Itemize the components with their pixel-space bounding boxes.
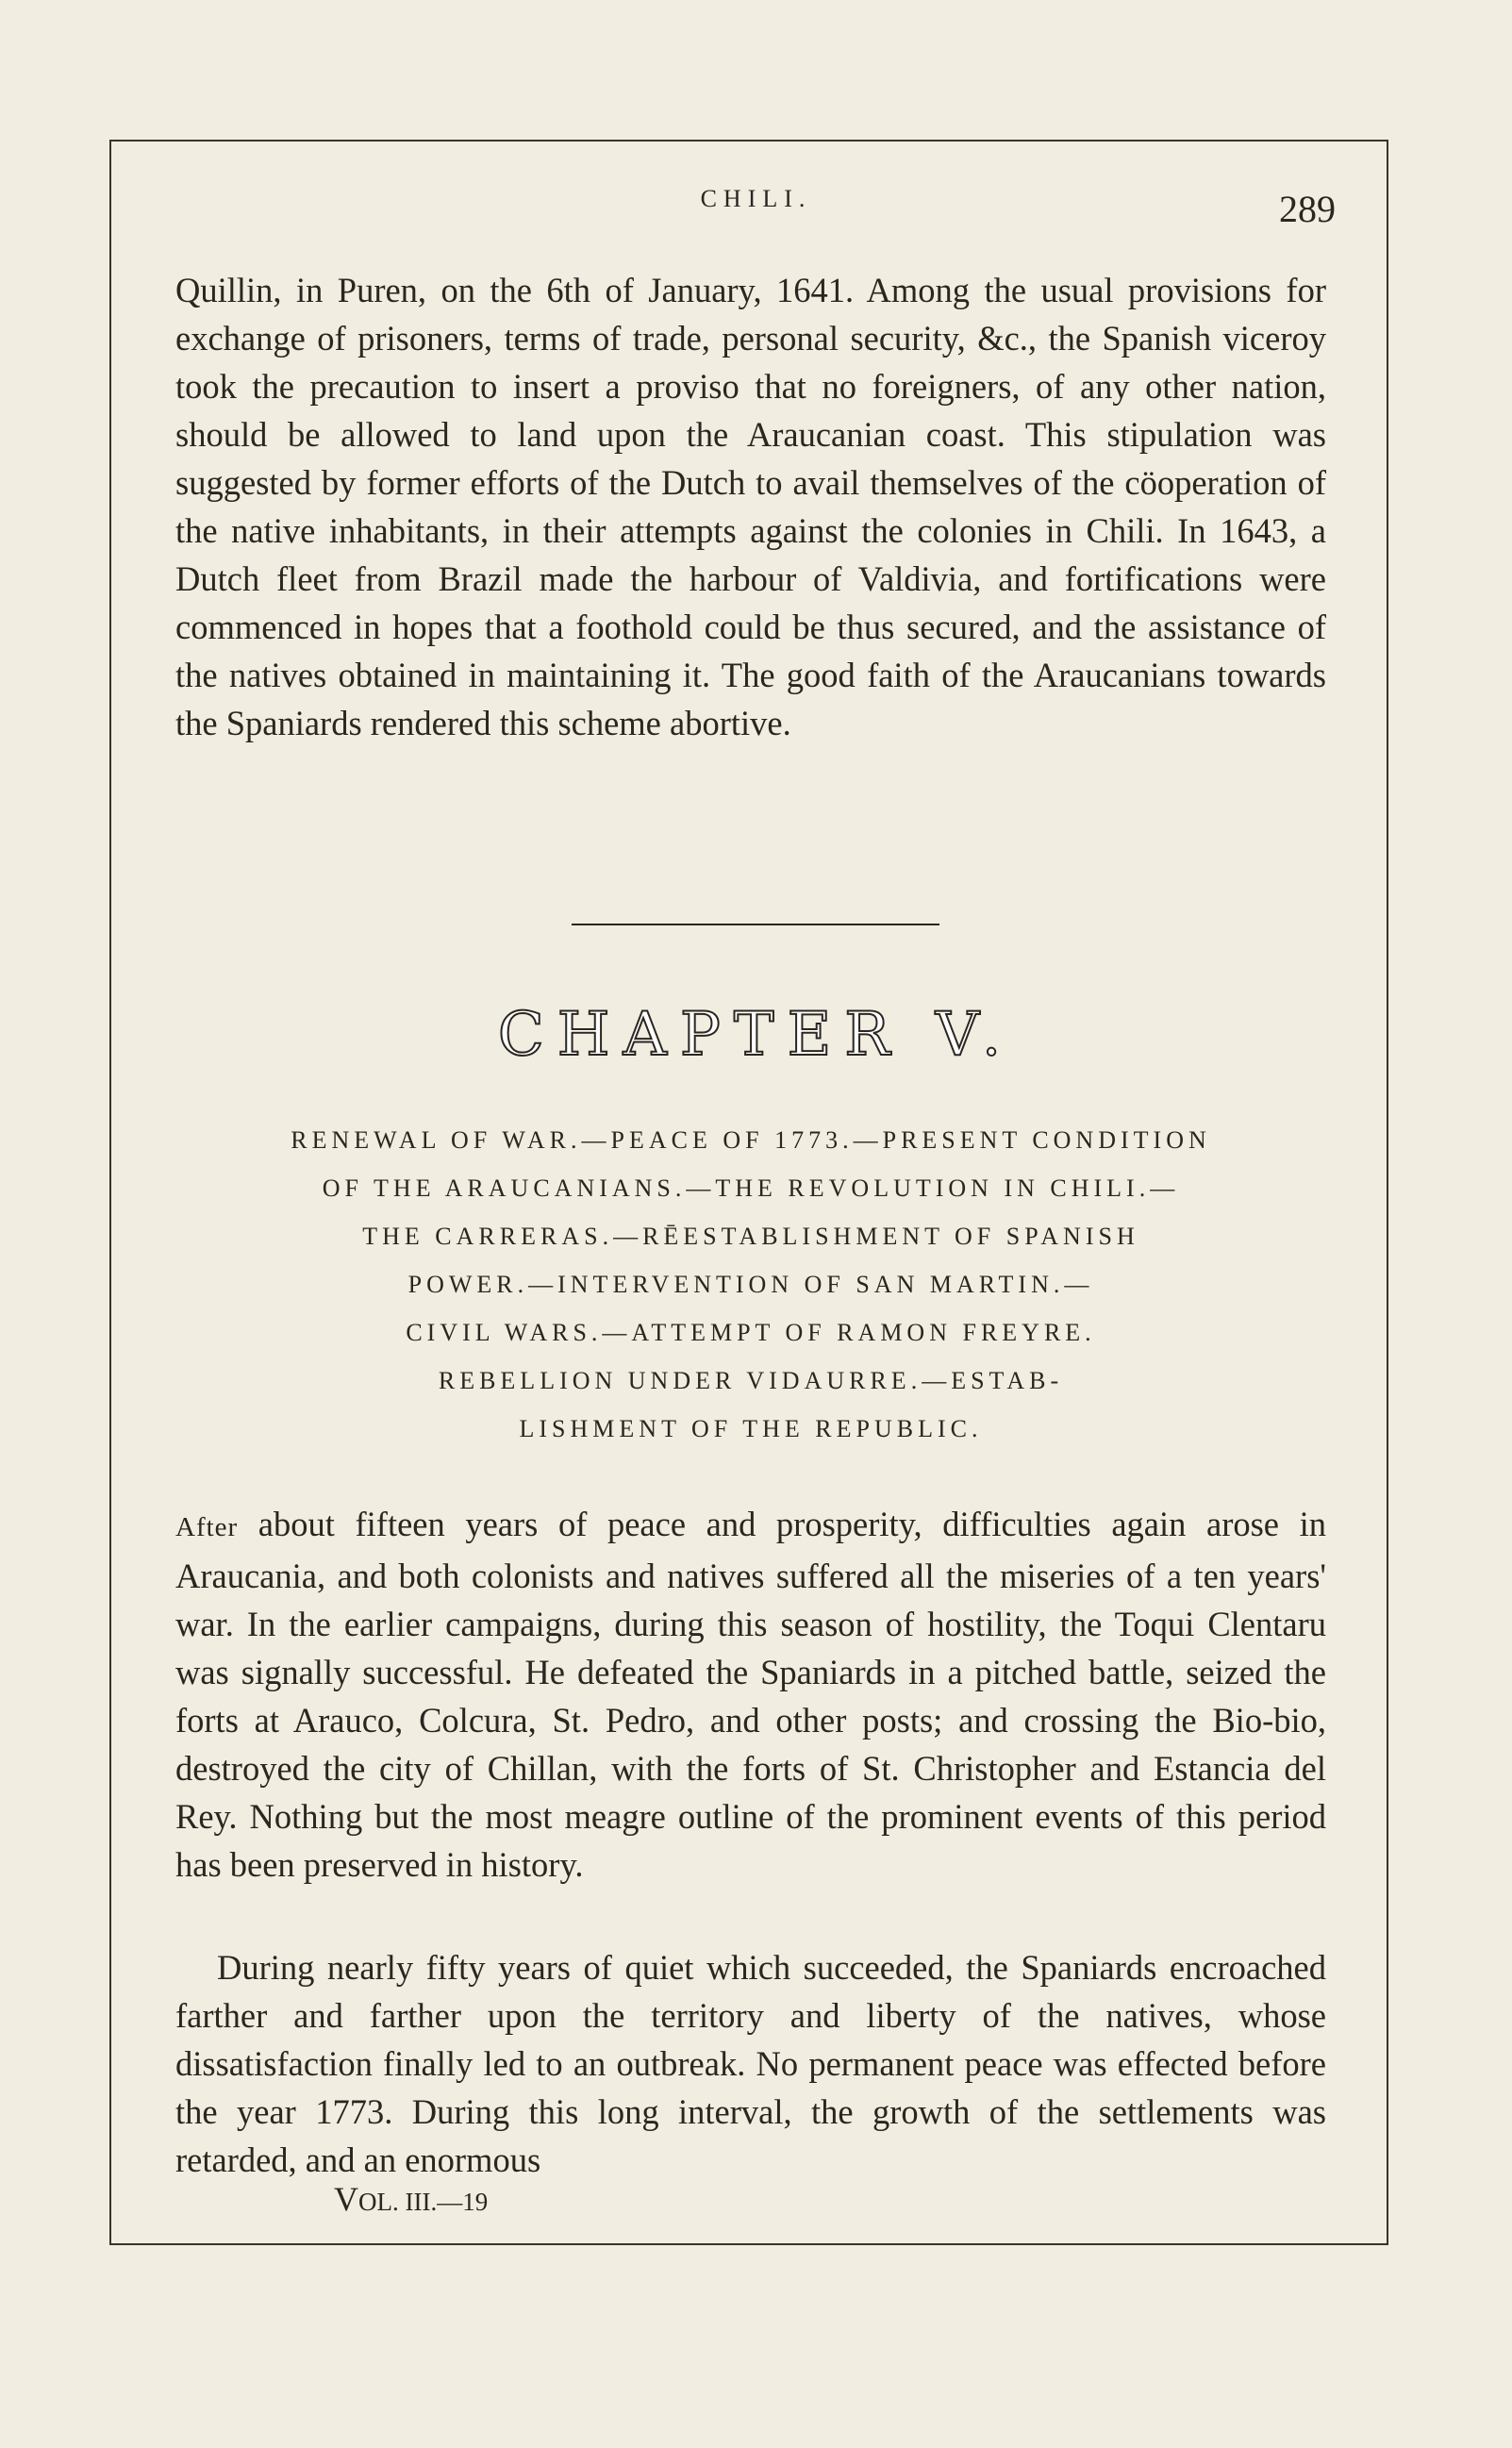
paragraph-1: Quillin, in Puren, on the 6th of January, 1641. Among the usual provisions for exchange of prisoners, terms of trade, personal security, &c., the Spanish viceroy took the precaution to insert a proviso that no foreigners, of any other nation, should be allowed to land upon the Araucanian coast. This stipulation was suggested by former efforts of the Dutch to avail themselves of the cöoperation of the native inhabitants, in their attempts against the colonies in Chili. In 1643, a Dutch fleet from Brazil made the harbour of Valdivia, and fortifications were commenced in hopes that a foothold could be thus secured, and the assistance of the natives obtained in maintaining it. The good faith of the Araucanians towards the Spaniards rendered this scheme abortive. bbox=[175, 271, 1326, 742]
synopsis-line: RENEWAL OF WAR.—PEACE OF 1773.—PRESENT CONDITION bbox=[291, 1126, 1211, 1154]
synopsis-line: THE CARRERAS.—RĒESTABLISHMENT OF SPANISH bbox=[362, 1223, 1139, 1250]
paragraph-3: During nearly fifty years of quiet which succeeded, the Spaniards encroached farther and farther upon the territory and liberty of the natives, whose dissatisfaction finally led to an outbreak. No permanent peace was effected before the year 1773. During this long interval, the growth of the settlements was retarded, and an enormous bbox=[175, 1948, 1326, 2179]
paragraph-2 bbox=[175, 1500, 1326, 1889]
synopsis-line: REBELLION UNDER VIDAURRE.—ESTAB- bbox=[438, 1367, 1064, 1394]
signature-mark bbox=[334, 2179, 488, 2219]
opening-word: After bbox=[175, 1512, 239, 1542]
synopsis-line: POWER.—INTERVENTION OF SAN MARTIN.— bbox=[407, 1271, 1094, 1298]
running-head: CHILI. bbox=[700, 185, 812, 212]
signature-initial: V bbox=[334, 2180, 358, 2218]
chapter-synopsis bbox=[175, 1116, 1326, 1453]
synopsis-line: CIVIL WARS.—ATTEMPT OF RAMON FREYRE. bbox=[406, 1319, 1096, 1346]
synopsis-line: LISHMENT OF THE REPUBLIC. bbox=[519, 1415, 983, 1442]
page-number: 289 bbox=[1279, 188, 1336, 230]
section-divider bbox=[572, 923, 939, 926]
synopsis-line: OF THE ARAUCANIANS.—THE REVOLUTION IN CHILI.— bbox=[322, 1174, 1180, 1202]
paragraph-2-text: about fifteen years of peace and prosperity, difficulties again arose in Araucania, and both colonists and natives suffered all the miseries of a ten years' war. In the earlier campaigns, during this season of hostility, the Toqui Clentaru was signally successful. He defeated the Spaniards in a pitched battle, seized the forts at Arauco, Colcura, St. Pedro, and other posts; and crossing the Bio-bio, destroyed the city of Chillan, with the forts of St. Christopher and Estancia del Rey. Nothing but the most meagre outline of the prominent events of this period has been preserved in history. bbox=[175, 1505, 1327, 1884]
signature-text: OL. III.—19 bbox=[358, 2188, 489, 2216]
chapter-title: CHAPTER V. bbox=[497, 1000, 1015, 1070]
